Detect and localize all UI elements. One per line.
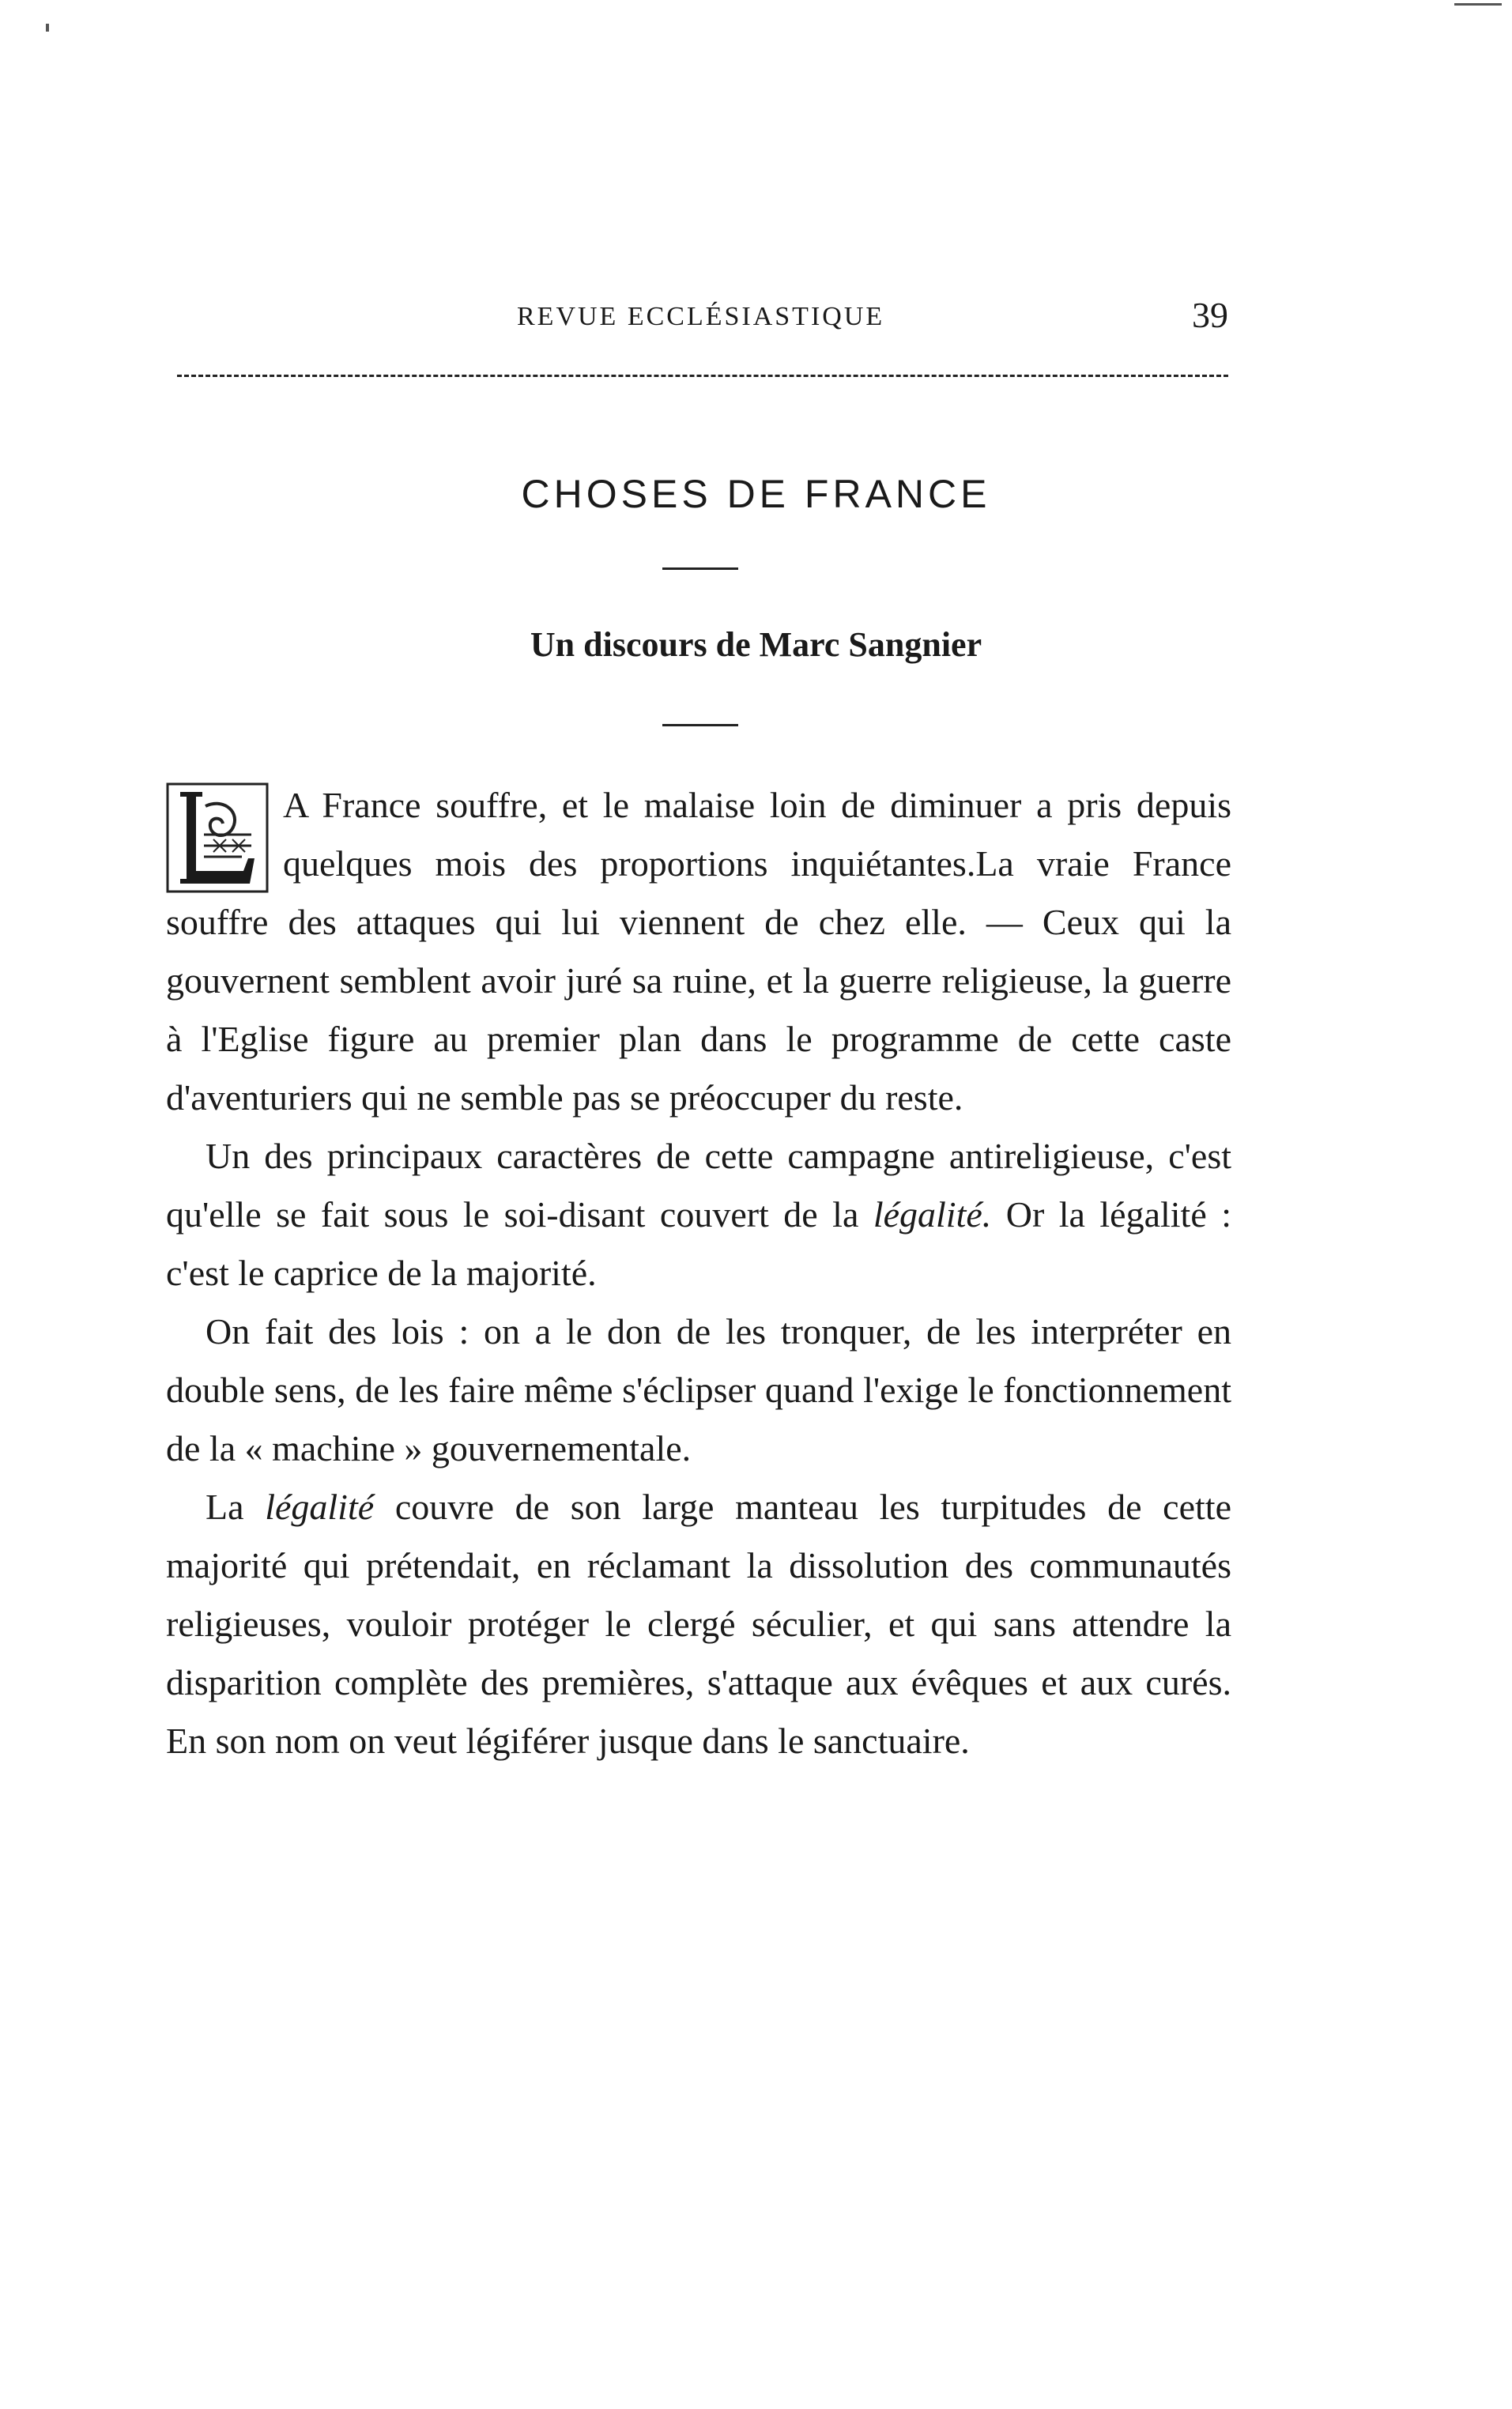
running-title: REVUE ECCLÉSIASTIQUE — [517, 302, 885, 331]
paragraph-2 — [166, 1127, 1231, 1303]
paragraph-4-text-b: couvre de son large manteau les turpitudes de cette majorité qui prétendait, en réclamant la dissolution des communautés religieuses, vouloir protéger le clergé séculier, et qui sans attendre la disparition complète des premières, s'attaque aux évêques et aux curés. En son nom on veut légiférer jusque dans le sanctuaire. — [166, 1487, 1231, 1761]
drop-cap-ornament-icon — [166, 782, 269, 893]
paragraph-4-italic: légalité — [265, 1487, 375, 1527]
article-subtitle: Un discours de Marc Sangnier — [530, 625, 982, 664]
header-rule — [177, 375, 1228, 377]
ornamental-drop-cap — [166, 782, 269, 893]
running-header — [177, 294, 1228, 341]
subtitle-divider — [662, 724, 738, 726]
paragraph-2-text-b: Or la légalité : c'est le caprice de la majorité. — [166, 1194, 1231, 1293]
section-title: CHOSES DE FRANCE — [521, 472, 991, 516]
paragraph-4-text-a: La — [205, 1487, 266, 1527]
scan-speck — [46, 24, 49, 32]
paragraph-3: On fait des lois : on a le don de les tronquer, de les interpréter en double sens, de les faire même s'éclipser quand l'exige le fonctionnement de la « machine » gouvernementale. — [166, 1311, 1231, 1468]
article-body — [166, 776, 1231, 1770]
scan-edge-mark — [1454, 3, 1502, 6]
paragraph-2-text-a: Un des principaux caractères de cette campagne antireligieuse, c'est qu'elle se fait sous le soi-disant couvert de la — [166, 1136, 1231, 1235]
title-divider — [662, 567, 738, 570]
page-number: 39 — [1192, 295, 1228, 335]
paragraph-4 — [166, 1478, 1231, 1770]
paragraph-1 — [166, 776, 1231, 1127]
paragraph-2-italic: légalité. — [873, 1194, 992, 1235]
paragraph-1-text: A France souffre, et le malaise loin de diminuer a pris depuis quelques mois des proportions inquiétantes.La vraie France souffre des attaques qui lui viennent de chez elle. — Ceux qui la gouvernent semblent avoir juré sa ruine, et la guerre religieuse, la guerre à l'Eglise figure au premier plan dans le programme de cette caste d'aventuriers qui ne semble pas se préoccuper du reste. — [166, 785, 1231, 1118]
